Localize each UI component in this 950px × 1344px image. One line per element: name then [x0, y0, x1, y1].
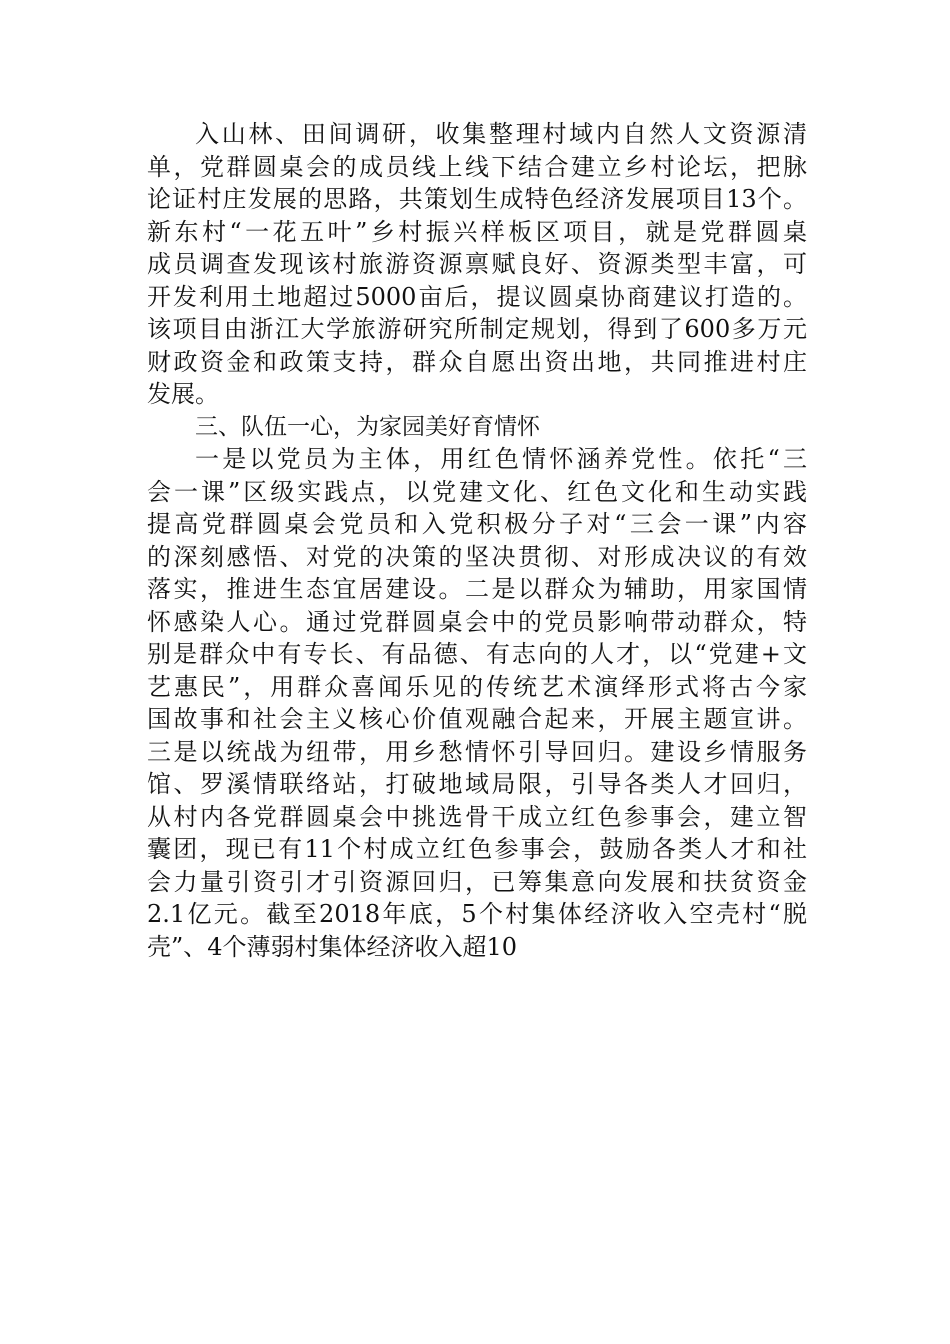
section-heading: 三、队伍一心，为家园美好育情怀	[195, 413, 540, 440]
text-line: 2.1亿元。截至2018年底，5个村集体经济收入空壳村“脱	[147, 900, 807, 928]
text-line: 财政资金和政策支持，群众自愿出资出地，共同推进村庄	[147, 347, 807, 376]
text-line: 落实，推进生态宜居建设。二是以群众为辅助，用家国情	[147, 575, 807, 603]
text-line: 别是群众中有专长、有品德、有志向的人才，以“党建+文	[147, 640, 807, 668]
text-line: 从村内各党群圆桌会中挑选骨干成立红色参事会，建立智	[147, 802, 807, 831]
text-line: 论证村庄发展的思路，共策划生成特色经济发展项目13个。	[147, 185, 807, 213]
text-line: 成员调查发现该村旅游资源禀赋良好、资源类型丰富，可	[147, 250, 807, 278]
text-line: 发展。	[147, 380, 219, 408]
document-body	[147, 118, 807, 963]
text-line: 三是以统战为纽带，用乡愁情怀引导回归。建设乡情服务	[147, 737, 807, 766]
text-line: 馆、罗溪情联络站，打破地域局限，引导各类人才回归，	[147, 770, 807, 798]
text-line: 会力量引资引才引资源回归，已筹集意向发展和扶贫资金	[147, 867, 807, 896]
text-line: 囊团，现已有11个村成立红色参事会，鼓励各类人才和社	[147, 835, 807, 863]
text-line: 该项目由浙江大学旅游研究所制定规划，得到了600多万元	[147, 315, 807, 343]
text-line: 提高党群圆桌会党员和入党积极分子对“三会一课”内容	[147, 510, 807, 538]
text-line: 怀感染人心。通过党群圆桌会中的党员影响带动群众，特	[147, 607, 807, 636]
text-line: 入山林、田间调研，收集整理村域内自然人文资源清	[195, 120, 807, 148]
text-line: 国故事和社会主义核心价值观融合起来，开展主题宣讲。	[147, 705, 807, 733]
text-line: 单，党群圆桌会的成员线上线下结合建立乡村论坛，把脉	[147, 152, 807, 181]
text-line: 艺惠民”，用群众喜闻乐见的传统艺术演绎形式将古今家	[147, 672, 807, 701]
text-line: 会一课”区级实践点，以党建文化、红色文化和生动实践	[147, 477, 807, 506]
text-line: 一是以党员为主体，用红色情怀涵养党性。依托“三	[195, 445, 807, 473]
text-line: 开发利用土地超过5000亩后，提议圆桌协商建议打造的。	[147, 282, 807, 311]
text-line: 壳”、4个薄弱村集体经济收入超10	[147, 932, 518, 961]
text-line: 新东村“一花五叶”乡村振兴样板区项目，就是党群圆桌	[147, 217, 807, 246]
text-line: 的深刻感悟、对党的决策的坚决贯彻、对形成决议的有效	[147, 542, 807, 571]
